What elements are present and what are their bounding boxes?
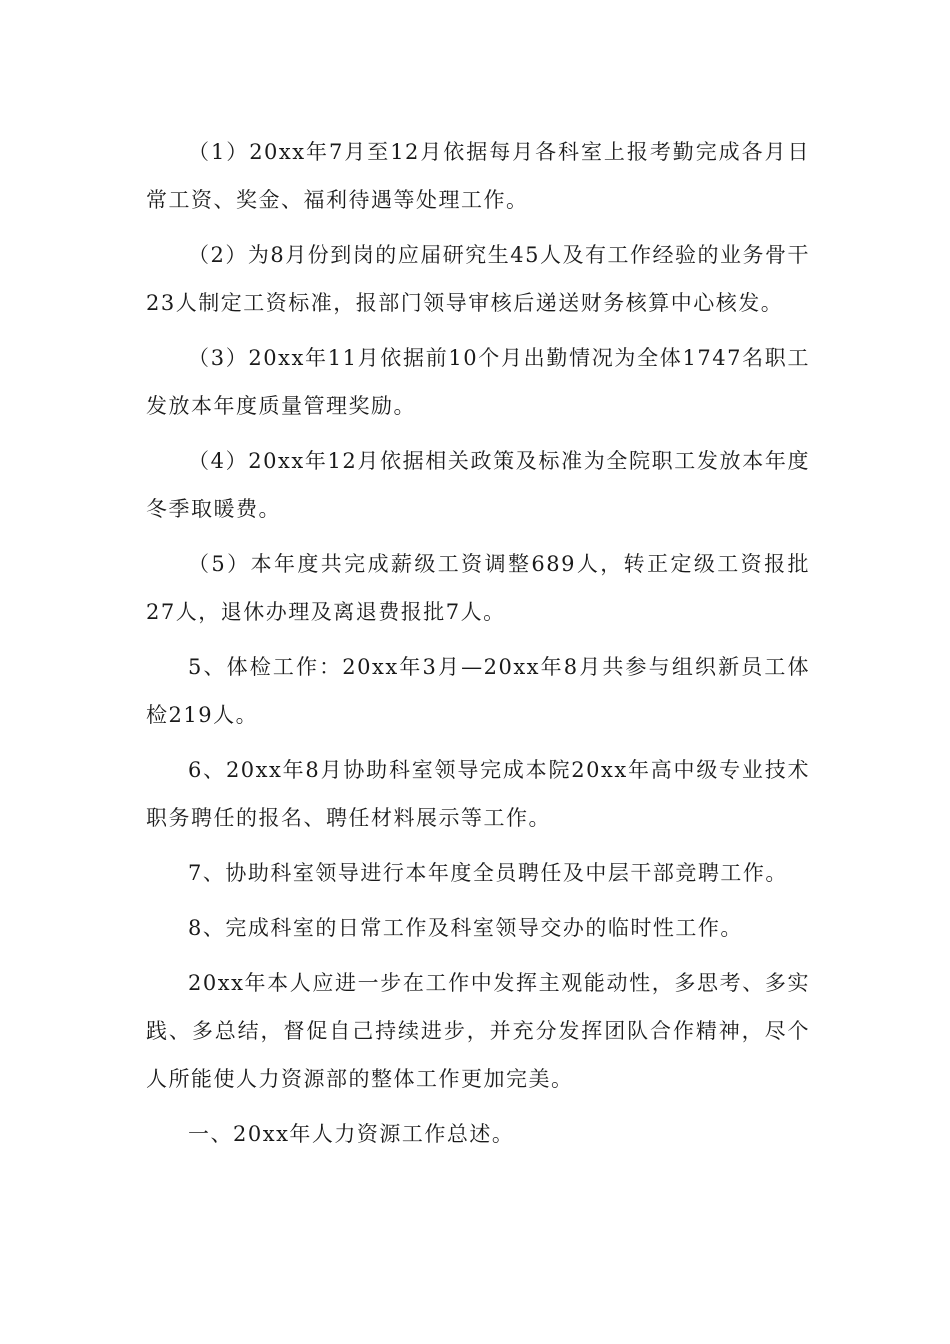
- paragraph-salary-3: （3）20xx年11月依据前10个月出勤情况为全体1747名职工发放本年度质量管理奖励。: [146, 346, 810, 418]
- document-body: [146, 128, 810, 1165]
- paragraph-item-8-daily-work: 8、完成科室的日常工作及科室领导交办的临时性工作。: [188, 916, 743, 940]
- paragraph-salary-5: （5）本年度共完成薪级工资调整689人，转正定级工资报批27人，退休办理及离退费报批7人。: [146, 552, 810, 624]
- section-heading-summary: 一、20xx年人力资源工作总述。: [188, 1122, 515, 1146]
- paragraph-item-6-title-appointment: 6、20xx年8月协助科室领导完成本院20xx年高中级专业技术职务聘任的报名、聘任材料展示等工作。: [146, 758, 810, 830]
- paragraph-salary-2: （2）为8月份到岗的应届研究生45人及有工作经验的业务骨干23人制定工资标准，报部门领导审核后递送财务核算中心核发。: [146, 243, 810, 315]
- paragraph-item-7-recruitment: 7、协助科室领导进行本年度全员聘任及中层干部竞聘工作。: [188, 861, 788, 885]
- paragraph-salary-1: （1）20xx年7月至12月依据每月各科室上报考勤完成各月日常工资、奖金、福利待遇等处理工作。: [146, 140, 810, 212]
- paragraph-salary-4: （4）20xx年12月依据相关政策及标准为全院职工发放本年度冬季取暖费。: [146, 449, 810, 521]
- paragraph-item-5-health-check: 5、体检工作：20xx年3月—20xx年8月共参与组织新员工体检219人。: [146, 655, 810, 727]
- paragraph-plan: 20xx年本人应进一步在工作中发挥主观能动性，多思考、多实践、多总结，督促自己持续进步，并充分发挥团队合作精神，尽个人所能使人力资源部的整体工作更加完美。: [146, 971, 810, 1091]
